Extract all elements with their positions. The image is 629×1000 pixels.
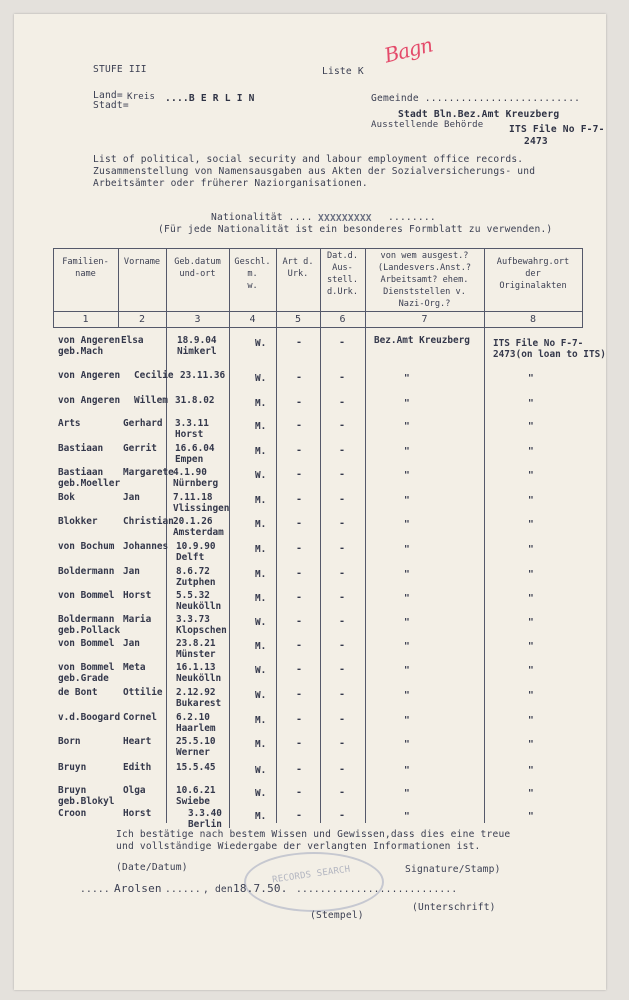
nationality-value: XXXXXXXXX: [318, 213, 372, 224]
cell-aussteller: ": [404, 519, 410, 530]
column-header-geburt: Geb.datum und-ort: [174, 257, 221, 279]
table-row: [0, 566, 629, 590]
cell-aussteller: ": [404, 446, 410, 457]
cell-geburt: 10.6.21 Swiebe: [176, 785, 216, 807]
table-row: [0, 736, 629, 760]
cell-vorname: Jan: [123, 566, 140, 577]
cell-aufbewahrung: ": [528, 519, 534, 530]
cell-aufbewahrung: ": [528, 739, 534, 750]
column-number: 4: [249, 314, 256, 325]
cell-aussteller: ": [404, 811, 410, 822]
cell-familienname: Born: [58, 736, 81, 747]
cell-geburt: 16.1.13 Neukölln: [176, 662, 222, 684]
cell-geschlecht: M.: [255, 641, 267, 652]
cell-geschlecht: M.: [255, 715, 267, 726]
cell-art: -: [296, 494, 303, 505]
cell-geburt: 4.1.90 Nürnberg: [173, 467, 219, 489]
cell-aufbewahrung: ": [528, 690, 534, 701]
cell-aufbewahrung: ": [528, 373, 534, 384]
cell-art: -: [296, 787, 303, 798]
cell-geburt: 3.3.40 Berlin: [188, 808, 222, 830]
cell-art: -: [296, 764, 303, 775]
signature-label: Signature/Stamp): [405, 864, 501, 875]
cell-familienname: Bastiaan: [58, 443, 104, 454]
cell-art: -: [296, 738, 303, 749]
cell-aussteller: ": [404, 569, 410, 580]
unterschrift-label: (Unterschrift): [412, 902, 496, 913]
date-value: 18.7.50.: [233, 882, 288, 895]
cell-datum: -: [339, 689, 346, 700]
cell-art: -: [296, 372, 303, 383]
place-dots: .....: [80, 884, 110, 895]
column-header-art: Art d. Urk.: [282, 257, 314, 279]
cell-aufbewahrung: ": [528, 495, 534, 506]
cell-datum: -: [339, 543, 346, 554]
its-file-number: 2473: [524, 136, 548, 147]
cell-vorname: Gerrit: [123, 443, 157, 454]
cell-datum: -: [339, 372, 346, 383]
cell-datum: -: [339, 810, 346, 821]
cell-art: -: [296, 689, 303, 700]
cell-vorname: Maria: [123, 614, 152, 625]
cell-familienname: Boldermann: [58, 566, 115, 577]
cell-vorname: Christian: [123, 516, 174, 527]
cell-geschlecht: M.: [255, 421, 267, 432]
cell-geburt: 25.5.10 Werner: [176, 736, 216, 758]
column-number: 8: [529, 314, 537, 325]
column-number: 3: [194, 314, 201, 325]
column-header-datum: Dat.d. Aus- stell. d.Urk.: [326, 251, 359, 297]
cell-datum: -: [339, 469, 346, 480]
place-value: Arolsen: [114, 882, 162, 895]
cell-geschlecht: M.: [255, 398, 267, 409]
cell-geburt: 3.3.73 Klopschen: [176, 614, 227, 636]
cell-geschlecht: M.: [255, 569, 267, 580]
column-header-geschlecht: Geschl. m. w.: [234, 257, 271, 291]
cell-geburt: 7.11.18 Vlissingen: [173, 492, 230, 514]
cell-vorname: Margarete: [123, 467, 174, 478]
table-right-rule: [582, 248, 583, 328]
cell-vorname: Willem: [134, 395, 168, 406]
column-number: 2: [138, 314, 146, 325]
table-row: [0, 335, 629, 359]
cell-vorname: Elsa: [121, 335, 144, 346]
cell-aufbewahrung: ": [528, 765, 534, 776]
cell-aufbewahrung: ITS File No F-7- 2473(on loan to ITS): [493, 338, 606, 360]
cell-geburt: 6.2.10 Haarlem: [176, 712, 216, 734]
cell-familienname: Boldermann geb.Pollack: [58, 614, 121, 636]
cell-geschlecht: M.: [255, 446, 267, 457]
cell-art: -: [296, 568, 303, 579]
cell-familienname: von Bochum: [58, 541, 115, 552]
cell-datum: -: [339, 518, 346, 529]
cell-art: -: [296, 445, 303, 456]
cell-aufbewahrung: ": [528, 593, 534, 604]
nationality-dots: ........: [388, 212, 436, 223]
cell-geburt: 16.6.04 Empen: [175, 443, 215, 465]
cell-aufbewahrung: ": [528, 421, 534, 432]
table-header-rule: [53, 311, 583, 312]
cell-geburt: 31.8.02: [175, 395, 215, 406]
cell-datum: -: [339, 494, 346, 505]
table-number-rule: [53, 327, 583, 328]
stufe-label: STUFE III: [93, 64, 147, 75]
cell-aussteller: ": [404, 690, 410, 701]
table-row: [0, 687, 629, 711]
column-number: 6: [339, 314, 346, 325]
cell-geschlecht: W.: [255, 765, 267, 776]
gemeinde-label: Gemeinde ..........................: [371, 93, 581, 104]
cell-aussteller: ": [404, 715, 410, 726]
cell-aussteller: ": [404, 665, 410, 676]
cell-aussteller: ": [404, 544, 410, 555]
land-label: Land=: [93, 90, 123, 101]
cell-art: -: [296, 664, 303, 675]
cell-geburt: 10.9.90 Delft: [176, 541, 216, 563]
table-row: [0, 712, 629, 736]
cell-datum: -: [339, 592, 346, 603]
cell-datum: -: [339, 397, 346, 408]
stamp-text: RECORDS SEARCH: [271, 864, 351, 886]
table-row: [0, 418, 629, 442]
table-row: [0, 638, 629, 662]
column-header-aufbewahrung: Aufbewahrg.ort der Originalakten: [496, 257, 570, 291]
table-row: [0, 443, 629, 467]
table-row: [0, 492, 629, 516]
cell-art: -: [296, 616, 303, 627]
cell-datum: -: [339, 616, 346, 627]
table-top-rule: [53, 248, 583, 249]
cell-aufbewahrung: ": [528, 617, 534, 628]
handwritten-note: Bagn: [381, 32, 435, 68]
intro-line-3: Arbeitsämter oder früherer Naziorganisationen.: [93, 178, 368, 189]
cell-art: -: [296, 469, 303, 480]
cell-art: -: [296, 592, 303, 603]
cell-datum: -: [339, 640, 346, 651]
cell-datum: -: [339, 664, 346, 675]
column-header-aussteller: von wem ausgest.? (Landesvers.Anst.? Arbeitsamt? ehem. Dienststellen v. Nazi-Org.?: [377, 251, 472, 309]
table-row: [0, 590, 629, 614]
cell-aufbewahrung: ": [528, 398, 534, 409]
cell-geschlecht: W.: [255, 373, 267, 384]
table-row: [0, 395, 629, 419]
cell-aussteller: ": [404, 593, 410, 604]
cell-aussteller: ": [404, 373, 410, 384]
cell-familienname: von Bommel geb.Grade: [58, 662, 115, 684]
confirmation-line-2: und vollständige Wiedergabe der verlangten Informationen ist.: [116, 841, 481, 852]
cell-art: -: [296, 810, 303, 821]
cell-geschlecht: M.: [255, 739, 267, 750]
confirmation-line-1: Ich bestätige nach bestem Wissen und Gewissen,dass dies eine treue: [116, 829, 511, 840]
cell-familienname: v.d.Boogard: [58, 712, 121, 723]
table-row: [0, 785, 629, 809]
ausstellende-label: Ausstellende Behörde: [371, 120, 484, 130]
cell-aufbewahrung: ": [528, 715, 534, 726]
table-row: [0, 614, 629, 638]
cell-vorname: Olga: [123, 785, 146, 796]
cell-vorname: Cecilie: [134, 370, 174, 381]
table-row: [0, 541, 629, 565]
stadt-label: Stadt=: [93, 100, 129, 111]
table-row: [0, 516, 629, 540]
cell-vorname: Jan: [123, 492, 140, 503]
cell-familienname: von Angeren: [58, 395, 121, 406]
cell-geburt: 3.3.11 Horst: [175, 418, 209, 440]
cell-geschlecht: W.: [255, 665, 267, 676]
column-number: 1: [82, 314, 89, 325]
cell-aufbewahrung: ": [528, 788, 534, 799]
cell-art: -: [296, 543, 303, 554]
cell-datum: -: [339, 787, 346, 798]
intro-line-2: Zusammenstellung von Namensausgaben aus Akten der Sozialversicherungs- und: [93, 166, 536, 177]
nationality-note: (Für jede Nationalität ist ein besonderes Formblatt zu verwenden.): [158, 224, 553, 235]
cell-vorname: Edith: [123, 762, 152, 773]
cell-familienname: von Angeren: [58, 370, 121, 381]
cell-vorname: Heart: [123, 736, 152, 747]
cell-datum: -: [339, 445, 346, 456]
cell-familienname: Bok: [58, 492, 75, 503]
intro-line-1: List of political, social security and labour employment office records.: [93, 154, 524, 165]
column-number: 7: [421, 314, 428, 325]
column-number: 5: [294, 314, 302, 325]
cell-familienname: Blokker: [58, 516, 98, 527]
cell-geschlecht: W.: [255, 470, 267, 481]
cell-aussteller: ": [404, 739, 410, 750]
cell-art: -: [296, 420, 303, 431]
cell-familienname: von Angeren geb.Mach: [58, 335, 121, 357]
cell-art: -: [296, 337, 303, 348]
cell-aufbewahrung: ": [528, 569, 534, 580]
kreis-value: ....B E R L I N: [165, 93, 255, 104]
cell-aussteller: ": [404, 617, 410, 628]
cell-art: -: [296, 640, 303, 651]
cell-vorname: Johannes: [123, 541, 169, 552]
kreis-label: Kreis: [127, 92, 156, 102]
cell-datum: -: [339, 714, 346, 725]
cell-vorname: Jan: [123, 638, 140, 649]
nationality-label: Nationalität ....: [211, 212, 313, 223]
cell-familienname: von Bommel: [58, 638, 115, 649]
column-header-vorname: Vorname: [123, 257, 161, 267]
cell-datum: -: [339, 764, 346, 775]
stempel-label: (Stempel): [310, 910, 364, 921]
cell-vorname: Horst: [123, 590, 152, 601]
cell-geschlecht: W.: [255, 788, 267, 799]
cell-geburt: 15.5.45: [176, 762, 216, 773]
cell-familienname: von Bommel: [58, 590, 115, 601]
cell-geburt: 23.8.21 Münster: [176, 638, 216, 660]
liste-label: Liste K: [322, 66, 364, 77]
cell-vorname: Meta: [123, 662, 146, 673]
its-file-label: ITS File No F-7-: [509, 124, 605, 135]
cell-vorname: Horst: [123, 808, 152, 819]
cell-aussteller: ": [404, 421, 410, 432]
cell-geburt: 18.9.04 Nimkerl: [177, 335, 217, 357]
cell-vorname: Cornel: [123, 712, 157, 723]
cell-geburt: 20.1.26 Amsterdam: [173, 516, 224, 538]
cell-aussteller: ": [404, 641, 410, 652]
cell-familienname: Croon: [58, 808, 87, 819]
cell-familienname: Bruyn geb.Blokyl: [58, 785, 115, 807]
cell-aussteller: ": [404, 788, 410, 799]
cell-vorname: Gerhard: [123, 418, 163, 429]
table-row: [0, 467, 629, 491]
cell-geburt: 2.12.92 Bukarest: [176, 687, 222, 709]
place-dots-after: ......: [165, 884, 201, 895]
cell-aufbewahrung: ": [528, 665, 534, 676]
cell-aussteller: Bez.Amt Kreuzberg: [374, 335, 470, 346]
cell-aufbewahrung: ": [528, 811, 534, 822]
date-label: (Date/Datum): [116, 862, 188, 873]
cell-familienname: de Bont: [58, 687, 98, 698]
cell-datum: -: [339, 420, 346, 431]
column-header-familienname: Familien- name: [62, 257, 109, 279]
cell-geschlecht: M.: [255, 593, 267, 604]
den-label: , den: [203, 884, 233, 895]
cell-art: -: [296, 397, 303, 408]
cell-geschlecht: W.: [255, 338, 267, 349]
cell-familienname: Arts: [58, 418, 81, 429]
cell-aussteller: ": [404, 765, 410, 776]
cell-familienname: Bastiaan geb.Moeller: [58, 467, 121, 489]
cell-art: -: [296, 714, 303, 725]
cell-aussteller: ": [404, 398, 410, 409]
cell-geschlecht: M.: [255, 495, 267, 506]
table-row: [0, 762, 629, 786]
cell-aufbewahrung: ": [528, 544, 534, 555]
cell-datum: -: [339, 568, 346, 579]
cell-datum: -: [339, 337, 346, 348]
table-row: [0, 370, 629, 394]
gemeinde-value: Stadt Bln.Bez.Amt Kreuzberg: [398, 109, 560, 120]
cell-vorname: Ottilie: [123, 687, 163, 698]
cell-geschlecht: W.: [255, 617, 267, 628]
cell-geschlecht: M.: [255, 519, 267, 530]
cell-aufbewahrung: ": [528, 641, 534, 652]
cell-aussteller: ": [404, 495, 410, 506]
signature-line: ...........................: [296, 884, 458, 895]
cell-art: -: [296, 518, 303, 529]
cell-geschlecht: M.: [255, 811, 267, 822]
cell-datum: -: [339, 738, 346, 749]
cell-geburt: 23.11.36: [180, 370, 226, 381]
cell-aufbewahrung: ": [528, 446, 534, 457]
table-row: [0, 662, 629, 686]
cell-geburt: 5.5.32 Neukölln: [176, 590, 222, 612]
cell-geschlecht: M.: [255, 544, 267, 555]
cell-aufbewahrung: ": [528, 470, 534, 481]
cell-geschlecht: W.: [255, 690, 267, 701]
cell-familienname: Bruyn: [58, 762, 87, 773]
cell-geburt: 8.6.72 Zutphen: [176, 566, 216, 588]
cell-aussteller: ": [404, 470, 410, 481]
